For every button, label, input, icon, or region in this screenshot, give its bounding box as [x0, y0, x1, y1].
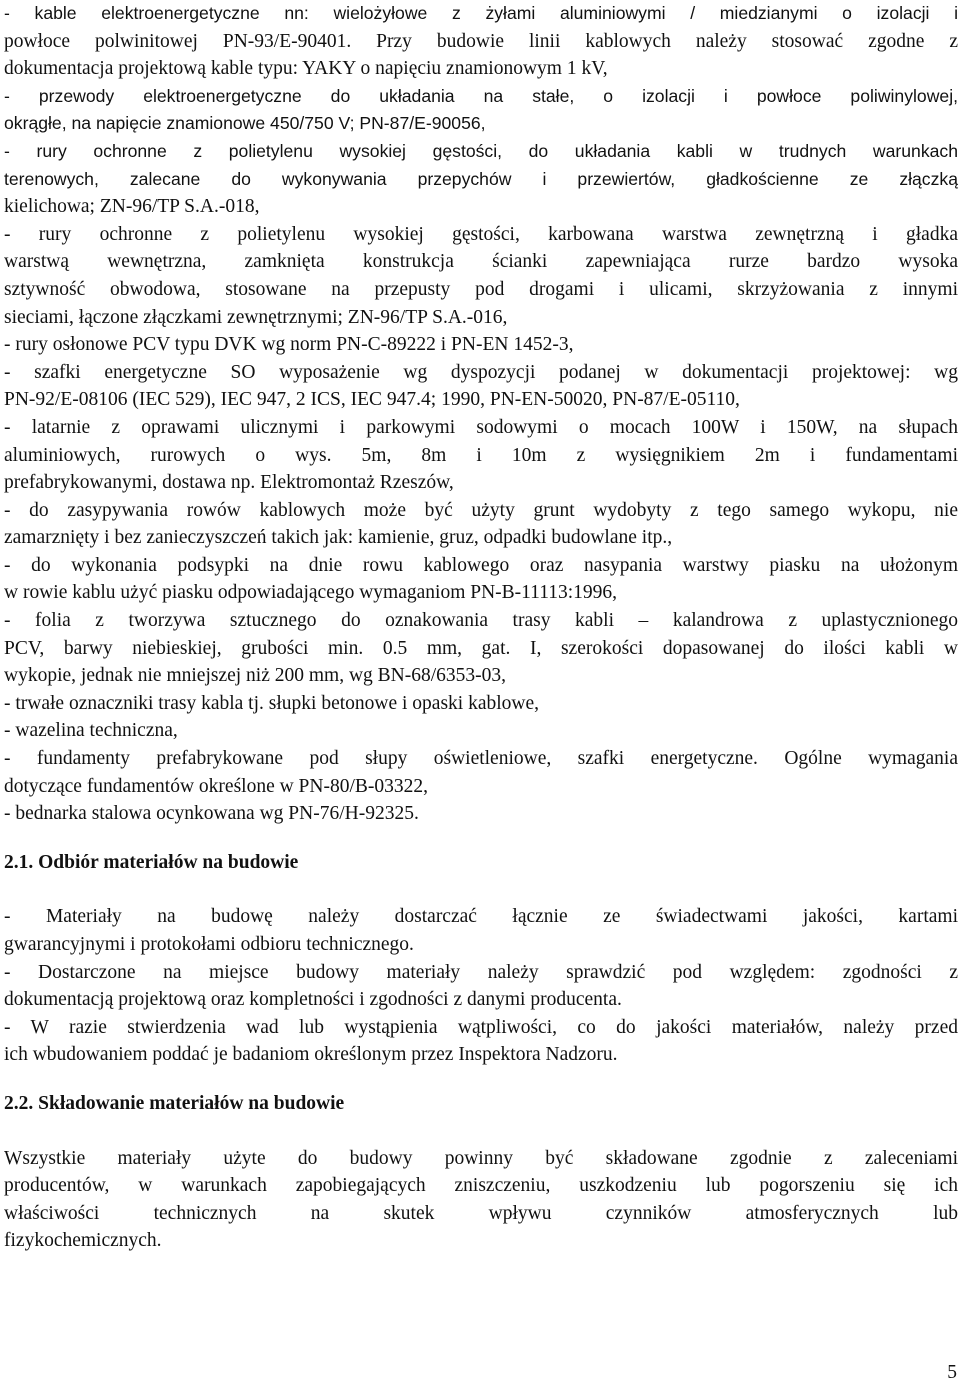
list-item-line: - wazelina techniczna,: [4, 720, 178, 742]
list-item-line: aluminiowych, rurowych o wys. 5m, 8m i 10m z wysięgnikiem 2m i fundamentami: [4, 444, 958, 466]
list-item-line: - bednarka stalowa ocynkowana wg PN-76/H-92325.: [4, 803, 419, 825]
list-item-line: prefabrykowanymi, dostawa np. Elektromontaż Rzeszów,: [4, 472, 454, 494]
list-item-line: w rowie kablu użyć piasku odpowiadającego wymaganiom PN-B-11113:1996,: [4, 582, 618, 604]
list-item-line: - do zasypywania rowów kablowych może być użyty grunt wydobyty z tego samego wykopu, nie: [4, 499, 958, 521]
list-item-line: dotyczące fundamentów określone w PN-80/B-03322,: [4, 775, 429, 797]
section-heading: 2.1. Odbiór materiałów na budowie: [4, 851, 299, 873]
paragraph-line: właściwości technicznych na skutek wpływu czynników atmosferycznych lub: [4, 1202, 958, 1224]
section-2-2: [4, 1090, 958, 1255]
list-item-line: - fundamenty prefabrykowane pod słupy oświetleniowe, szafki energetyczne. Ogólne wymagania: [4, 748, 958, 770]
section-spacer: [4, 1069, 958, 1090]
paragraph-line: - Materiały na budowę należy dostarczać łącznie ze świadectwami jakości, kartami: [4, 906, 958, 928]
paragraph-line: dokumentacją projektową oraz kompletności i zgodności z danymi producenta.: [4, 989, 622, 1011]
list-item-line: dokumentacja projektową kable typu: YAKY o napięciu znamionowym 1 kV,: [4, 58, 608, 80]
list-item-line: kielichowa; ZN-96/TP S.A.-018,: [4, 196, 260, 218]
list-item-line: - rury osłonowe PCV typu DVK wg norm PN-C-89222 i PN-EN 1452-3,: [4, 334, 574, 356]
section-heading: 2.2. Składowanie materiałów na budowie: [4, 1092, 345, 1114]
section-spacer: [4, 1118, 958, 1145]
paragraph-line: ich wbudowaniem poddać je badaniom określonym przez Inspektora Nadzoru.: [4, 1044, 618, 1066]
list-item-line: wykopie, jednak nie mniejszej niż 200 mm, wg BN-68/6353-03,: [4, 665, 507, 687]
list-item-line: okrągłe, na napięcie znamionowe 450/750 V; PN-87/E-90056,: [4, 113, 486, 134]
list-item-line: warstwą wewnętrzna, zamknięta konstrukcja ścianki zapewniająca rurze bardzo wysoka: [4, 251, 958, 273]
list-item-line: terenowych, zalecane do wykonywania przepychów i przewiertów, gładkościenne ze złączką: [4, 168, 958, 189]
list-item-line: - przewody elektroenergetyczne do układania na stałe, o izolacji i powłoce poliwinylowej,: [4, 85, 958, 106]
list-item-line: PN-92/E-08106 (IEC 529), IEC 947, 2 ICS, IEC 947.4; 1990, PN-EN-50020, PN-87/E-05110,: [4, 389, 740, 411]
paragraph-line: Wszystkie materiały użyte do budowy powinny być składowane zgodnie z zaleceniami: [4, 1147, 958, 1169]
list-item-line: - rury ochronne z polietylenu wysokiej gęstości, karbowana warstwa zewnętrzną i gładka: [4, 223, 958, 245]
list-item-line: - trwałe oznaczniki trasy kabla tj. słupki betonowe i opaski kablowe,: [4, 692, 540, 714]
section-spacer: [4, 828, 958, 849]
page-number: 5: [947, 1362, 957, 1383]
list-item-line: - do wykonania podsypki na dnie rowu kablowego oraz nasypania warstwy piasku na ułożonym: [4, 554, 958, 576]
list-item-line: - kable elektroenergetyczne nn: wielożyłowe z żyłami aluminiowymi / miedzianymi o izolacji i: [4, 3, 958, 23]
section-spacer: [4, 876, 958, 903]
list-item-line: powłoce polwinitowej PN-93/E-90401. Przy budowie linii kablowych należy stosować zgodne z: [4, 30, 958, 52]
list-item-line: PCV, barwy niebieskiej, grubości min. 0.5 mm, gat. I, szerokości dopasowanej do ilości kabli w: [4, 637, 958, 659]
list-item-line: sztywność obwodowa, stosowane na przepusty pod drogami i ulicami, skrzyżowania z innymi: [4, 278, 958, 300]
section-2-1: [4, 849, 958, 1069]
paragraph-line: - Dostarczone na miejsce budowy materiały należy sprawdzić pod względem: zgodności z: [4, 961, 958, 983]
paragraph-line: gwarancyjnymi i protokołami odbioru technicznego.: [4, 934, 414, 955]
paragraph-line: producentów, w warunkach zapobiegających zniszczeniu, uszkodzeniu lub pogorszeniu się ich: [4, 1175, 958, 1197]
paragraph-line: - W razie stwierdzenia wad lub wystąpienia wątpliwości, co do jakości materiałów, należy przed: [4, 1016, 958, 1038]
list-item-line: sieciami, łączone złączkami zewnętrznymi; ZN-96/TP S.A.-016,: [4, 306, 508, 328]
materials-list: [4, 0, 958, 828]
list-item-line: zamarznięty i bez zanieczyszczeń takich jak: kamienie, gruz, odpadki budowlane itp.,: [4, 527, 673, 549]
list-item-line: - folia z tworzywa sztucznego do oznakowania trasy kabli – kalandrowa z uplastycznionego: [4, 610, 958, 632]
document-page: [4, 0, 958, 1255]
list-item-line: - latarnie z oprawami ulicznymi i parkowymi sodowymi o mocach 100W i 150W, na słupach: [4, 416, 958, 438]
paragraph-line: fizykochemicznych.: [4, 1230, 162, 1252]
list-item-line: - szafki energetyczne SO wyposażenie wg dyspozycji podanej w dokumentacji projektowej: wg: [4, 361, 958, 383]
list-item-line: - rury ochronne z polietylenu wysokiej gęstości, do układania kabli w trudnych warunkach: [4, 140, 958, 161]
